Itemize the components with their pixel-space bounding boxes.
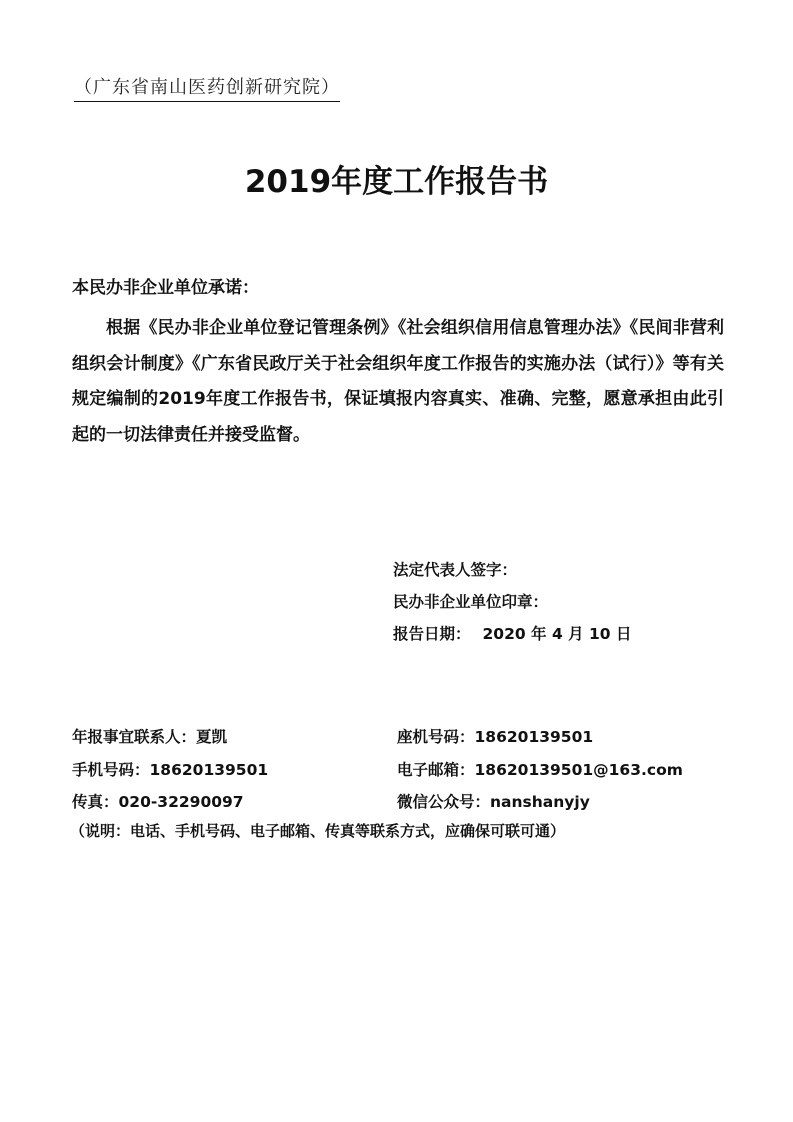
contact-person-value: 夏凯 [196,728,228,746]
mobile [72,758,397,782]
wechat [397,790,712,814]
mobile-value: 18620139501 [149,760,269,779]
fax [72,790,397,814]
legal-rep-signature-row [393,558,632,590]
report-date-value: 2020 年 4 月 10 日 [482,625,632,643]
report-date-row [393,622,632,654]
landline [397,725,712,749]
signature-block [393,558,632,654]
contact-person [72,725,397,749]
landline-label: 座机号码： [397,728,475,746]
email-label: 电子邮箱： [397,760,475,779]
fax-label: 传真： [72,793,119,811]
email [397,758,712,782]
legal-rep-signature-label: 法定代表人签字： [393,561,518,579]
contact-note: （说明：电话、手机号码、电子邮箱、传真等联系方式，应确保可联可通） [70,822,566,840]
organization-name: （广东省南山医药创新研究院） [74,76,340,102]
promise-body: 根据《民办非企业单位登记管理条例》《社会组织信用信息管理办法》《民间非营利组织会计制度》《广东省民政厅关于社会组织年度工作报告的实施办法（试行）》等有关规定编制的2019年度工作报告书，保证填报内容真实、准确、完整，愿意承担由此引起的一切法律责任并接受监督。 [72,318,724,445]
wechat-value: nanshanyjy [490,793,590,811]
mobile-label: 手机号码： [72,760,150,779]
contact-person-label: 年报事宜联系人： [72,728,197,746]
report-title: 2019年度工作报告书 [244,164,549,200]
seal-label: 民办非企业单位印章： [393,593,549,611]
landline-value: 18620139501 [474,728,594,746]
contact-info [72,725,712,814]
promise-heading: 本民办非企业单位承诺： [72,278,259,298]
fax-value: 020-32290097 [118,793,244,811]
seal-row [393,590,632,622]
report-date-label: 报告日期： [393,625,471,643]
email-value: 18620139501@163.com [474,760,683,779]
wechat-label: 微信公众号： [397,793,491,811]
